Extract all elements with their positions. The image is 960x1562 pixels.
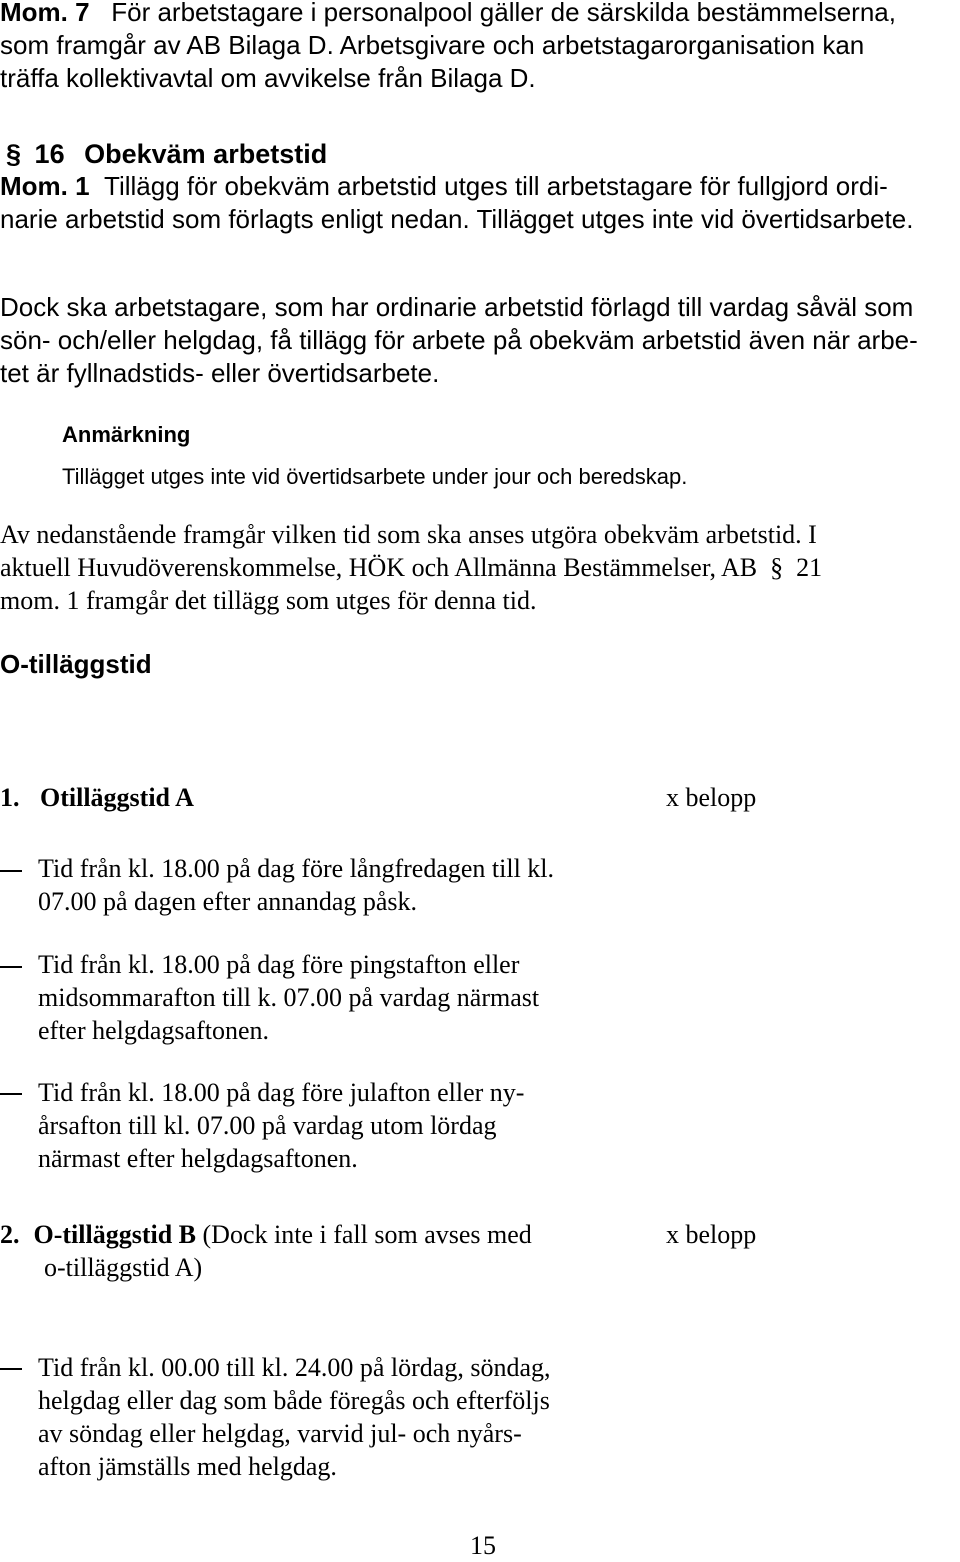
bullet-line: helgdag eller dag som både föregås och efterföljs	[38, 1386, 550, 1415]
dash-icon	[0, 1368, 22, 1370]
bullet-line: närmast efter helgdagsaftonen.	[38, 1144, 358, 1173]
dock-line1: Dock ska arbetstagare, som har ordinarie arbetstid förlagd till vardag såväl som	[0, 292, 914, 322]
mom7-paragraph	[0, 0, 896, 95]
bullet-line: årsafton till kl. 07.00 på vardag utom lördag	[38, 1111, 497, 1140]
mom7-text-line1: För arbetstagare i personalpool gäller de särskilda bestämmelserna,	[111, 0, 896, 27]
item-a-bullet-3	[38, 1076, 638, 1175]
bullet-line: av söndag eller helgdag, varvid jul- och nyårs-	[38, 1419, 522, 1448]
bullet-line: Tid från kl. 18.00 på dag före pingstafton eller	[38, 950, 520, 979]
section-title: Obekväm arbetstid	[84, 139, 328, 169]
av-paragraph	[0, 518, 822, 617]
anmarkning-text: Tillägget utges inte vid övertidsarbete under jour och beredskap.	[62, 464, 688, 489]
bullet-line: efter helgdagsaftonen.	[38, 1016, 270, 1045]
item-b-title: O-tilläggstid B	[33, 1220, 197, 1249]
item-b-bullet	[38, 1351, 638, 1483]
dock-paragraph	[0, 291, 918, 390]
mom7-text-line2: som framgår av AB Bilaga D. Arbetsgivare och arbetstagarorganisation kan	[0, 30, 865, 60]
mom1-label: Mom. 1	[0, 171, 90, 201]
dock-line3: tet är fyllnadstids- eller övertidsarbete.	[0, 358, 440, 388]
bullet-line: Tid från kl. 18.00 på dag före julafton eller ny-	[38, 1078, 525, 1107]
av-section-number: 21	[796, 553, 823, 582]
anmarkning-heading: Anmärkning	[62, 422, 191, 447]
mom1-paragraph	[0, 170, 913, 236]
section-16-heading	[6, 138, 327, 171]
item-b-amount: x belopp	[666, 1220, 757, 1249]
item-a-amount: x belopp	[666, 783, 757, 812]
av-line1: Av nedanstående framgår vilken tid som ska anses utgöra obekväm arbetstid. I	[0, 520, 817, 549]
bullet-line: midsommarafton till k. 07.00 på vardag närmast	[38, 983, 540, 1012]
dash-icon	[0, 870, 22, 872]
item-a-bullet-2	[38, 948, 638, 1047]
page-number: 15	[470, 1531, 496, 1560]
bullet-line: Tid från kl. 00.00 till kl. 24.00 på lördag, söndag,	[38, 1353, 551, 1382]
av-line2: aktuell Huvudöverenskommelse, HÖK och Allmänna Bestämmelser, AB	[0, 553, 758, 582]
item-a-number: 1.	[0, 783, 20, 812]
section-number: 16	[34, 139, 65, 169]
mom1-text-line1: Tillägg för obekväm arbetstid utges till arbetstagare för fullgjord ordi-	[104, 171, 888, 201]
bullet-line: afton jämställs med helgdag.	[38, 1452, 337, 1481]
item-b-note1: (Dock inte i fall som avses med	[202, 1220, 532, 1249]
item-b-number: 2.	[0, 1220, 20, 1249]
mom7-label: Mom. 7	[0, 0, 90, 27]
item-a-heading	[0, 781, 194, 814]
mom1-text-line2: narie arbetstid som förlagts enligt nedan. Tillägget utges inte vid övertidsarbete.	[0, 204, 914, 234]
av-section-symbol: §	[770, 553, 784, 582]
bullet-line: 07.00 på dagen efter annandag påsk.	[38, 887, 418, 916]
item-a-title: Otilläggstid A	[40, 783, 194, 812]
dash-icon	[0, 966, 22, 968]
mom7-text-line3: träffa kollektivavtal om avvikelse från Bilaga D.	[0, 63, 536, 93]
item-a-bullet-1	[38, 852, 638, 918]
item-b-heading	[0, 1218, 640, 1284]
dock-line2: sön- och/eller helgdag, få tillägg för arbete på obekväm arbetstid även när arbe-	[0, 325, 918, 355]
dash-icon	[0, 1093, 22, 1095]
item-b-note2: o-tilläggstid A)	[44, 1253, 203, 1282]
av-line3: mom. 1 framgår det tillägg som utges för denna tid.	[0, 586, 537, 615]
bullet-line: Tid från kl. 18.00 på dag före långfredagen till kl.	[38, 854, 555, 883]
section-symbol: §	[6, 139, 22, 169]
otillaggstid-heading: O-tilläggstid	[0, 649, 152, 679]
